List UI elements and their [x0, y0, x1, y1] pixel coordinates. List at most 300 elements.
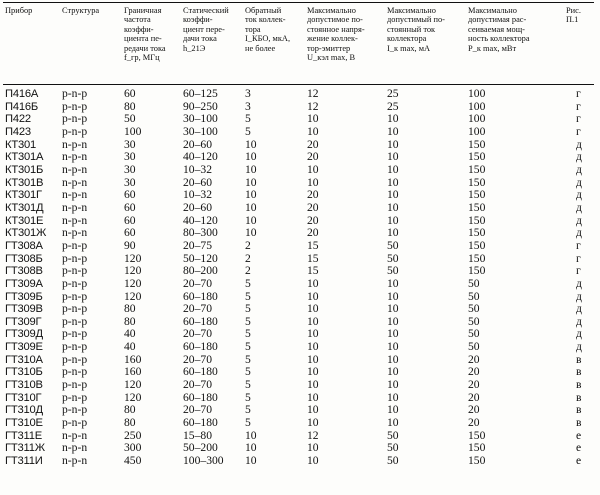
cell-pc: 150: [468, 213, 486, 227]
cell-structure: n-p-n: [62, 226, 88, 240]
cell-device: КТ301Б: [5, 163, 44, 176]
cell-ikbo: 10: [245, 188, 257, 202]
cell-ikbo: 2: [245, 251, 251, 265]
cell-frequency: 30: [124, 162, 136, 176]
cell-ikbo: 10: [245, 213, 257, 227]
table-row: [0, 328, 600, 341]
cell-ikbo: 5: [245, 124, 251, 138]
cell-ikbo: 2: [245, 264, 251, 278]
cell-frequency: 30: [124, 175, 136, 189]
cell-gain: 10–32: [183, 188, 212, 202]
cell-structure: p-n-p: [62, 378, 88, 392]
cell-pc: 150: [468, 150, 486, 164]
cell-device: ГТ310Е: [5, 417, 43, 430]
cell-ic: 10: [387, 137, 399, 151]
table-row: [0, 366, 600, 379]
table-row: [0, 265, 600, 278]
cell-pc: 50: [468, 340, 480, 354]
cell-figure: д: [576, 314, 582, 328]
cell-device: ГТ311И: [5, 455, 43, 468]
cell-device: ГТ308В: [5, 265, 43, 278]
cell-ikbo: 10: [245, 137, 257, 151]
cell-pc: 150: [468, 251, 486, 265]
header-device: Прибор: [5, 6, 33, 15]
cell-figure: е: [576, 428, 582, 442]
table-row: [0, 126, 600, 139]
cell-device: ГТ310В: [5, 379, 43, 392]
cell-ikbo: 5: [245, 365, 251, 379]
cell-pc: 50: [468, 314, 480, 328]
cell-ikbo: 2: [245, 238, 251, 252]
cell-gain: 40–120: [183, 150, 218, 164]
cell-pc: 100: [468, 99, 486, 113]
table-row: [0, 101, 600, 114]
cell-structure: n-p-n: [62, 162, 88, 176]
cell-frequency: 120: [124, 276, 142, 290]
cell-structure: n-p-n: [62, 213, 88, 227]
cell-ic: 10: [387, 416, 399, 430]
cell-device: КТ301Г: [5, 189, 42, 202]
cell-structure: n-p-n: [62, 175, 88, 189]
cell-figure: д: [576, 302, 582, 316]
cell-uce: 15: [307, 238, 319, 252]
cell-structure: p-n-p: [62, 99, 88, 113]
table-row: [0, 303, 600, 316]
cell-ic: 10: [387, 365, 399, 379]
cell-device: КТ301Ж: [5, 227, 47, 240]
cell-ic: 50: [387, 264, 399, 278]
table-row: [0, 442, 600, 455]
table-row: [0, 189, 600, 202]
cell-device: П422: [5, 113, 31, 126]
cell-uce: 10: [307, 276, 319, 290]
cell-ikbo: 5: [245, 112, 251, 126]
table-row: [0, 379, 600, 392]
cell-structure: n-p-n: [62, 200, 88, 214]
cell-uce: 10: [307, 403, 319, 417]
cell-structure: p-n-p: [62, 302, 88, 316]
cell-frequency: 160: [124, 365, 142, 379]
cell-figure: д: [576, 188, 582, 202]
cell-frequency: 120: [124, 264, 142, 278]
cell-figure: д: [576, 200, 582, 214]
cell-uce: 10: [307, 365, 319, 379]
cell-ic: 10: [387, 289, 399, 303]
cell-gain: 60–180: [183, 289, 218, 303]
cell-ikbo: 5: [245, 314, 251, 328]
cell-structure: p-n-p: [62, 124, 88, 138]
table-row: [0, 392, 600, 405]
cell-pc: 20: [468, 416, 480, 430]
table-row: [0, 164, 600, 177]
cell-ic: 10: [387, 302, 399, 316]
cell-gain: 20–70: [183, 327, 212, 341]
cell-gain: 60–180: [183, 340, 218, 354]
cell-figure: д: [576, 327, 582, 341]
cell-uce: 10: [307, 352, 319, 366]
cell-frequency: 30: [124, 137, 136, 151]
table-row: [0, 240, 600, 253]
cell-device: ГТ309Е: [5, 341, 43, 354]
cell-ic: 50: [387, 441, 399, 455]
cell-frequency: 80: [124, 302, 136, 316]
cell-structure: p-n-p: [62, 251, 88, 265]
cell-gain: 20–60: [183, 175, 212, 189]
cell-ikbo: 5: [245, 327, 251, 341]
cell-uce: 20: [307, 226, 319, 240]
cell-figure: в: [576, 352, 582, 366]
cell-ic: 10: [387, 213, 399, 227]
cell-uce: 10: [307, 124, 319, 138]
cell-pc: 50: [468, 302, 480, 316]
cell-structure: n-p-n: [62, 428, 88, 442]
cell-figure: д: [576, 137, 582, 151]
cell-device: П416Б: [5, 100, 39, 113]
cell-uce: 10: [307, 162, 319, 176]
cell-frequency: 60: [124, 188, 136, 202]
cell-frequency: 80: [124, 416, 136, 430]
cell-ikbo: 10: [245, 441, 257, 455]
cell-figure: г: [576, 99, 581, 113]
cell-pc: 100: [468, 124, 486, 138]
cell-uce: 10: [307, 340, 319, 354]
table-row: [0, 113, 600, 126]
cell-device: ГТ308Б: [5, 252, 43, 265]
cell-figure: д: [576, 276, 582, 290]
cell-device: КТ301В: [5, 176, 44, 189]
cell-frequency: 80: [124, 314, 136, 328]
cell-gain: 80–200: [183, 264, 218, 278]
cell-ikbo: 3: [245, 87, 251, 100]
cell-ikbo: 10: [245, 428, 257, 442]
cell-figure: д: [576, 162, 582, 176]
cell-gain: 90–250: [183, 99, 218, 113]
cell-gain: 60–125: [183, 87, 218, 100]
table-header-rule: [3, 84, 594, 85]
cell-figure: д: [576, 213, 582, 227]
cell-device: ГТ309Г: [5, 315, 42, 328]
cell-frequency: 120: [124, 378, 142, 392]
cell-frequency: 100: [124, 124, 142, 138]
cell-ic: 10: [387, 124, 399, 138]
cell-frequency: 300: [124, 441, 142, 455]
cell-device: ГТ309В: [5, 303, 43, 316]
cell-uce: 20: [307, 188, 319, 202]
cell-ic: 50: [387, 454, 399, 468]
cell-frequency: 160: [124, 352, 142, 366]
cell-gain: 100–300: [183, 454, 224, 468]
cell-pc: 150: [468, 162, 486, 176]
header-structure: Структура: [62, 6, 100, 15]
cell-figure: д: [576, 289, 582, 303]
cell-ic: 25: [387, 99, 399, 113]
cell-pc: 150: [468, 175, 486, 189]
cell-uce: 20: [307, 213, 319, 227]
cell-ikbo: 5: [245, 390, 251, 404]
cell-pc: 20: [468, 378, 480, 392]
cell-gain: 20–60: [183, 137, 212, 151]
cell-ic: 10: [387, 226, 399, 240]
cell-ic: 10: [387, 403, 399, 417]
cell-uce: 15: [307, 251, 319, 265]
cell-ic: 25: [387, 87, 399, 100]
cell-figure: е: [576, 454, 582, 468]
cell-pc: 150: [468, 454, 486, 468]
cell-gain: 60–180: [183, 314, 218, 328]
cell-structure: n-p-n: [62, 441, 88, 455]
cell-structure: p-n-p: [62, 352, 88, 366]
cell-figure: д: [576, 226, 582, 240]
cell-ic: 10: [387, 112, 399, 126]
cell-pc: 50: [468, 327, 480, 341]
cell-ikbo: 5: [245, 416, 251, 430]
cell-ic: 10: [387, 175, 399, 189]
cell-structure: p-n-p: [62, 87, 88, 100]
cell-gain: 80–300: [183, 226, 218, 240]
table-row: [0, 341, 600, 354]
cell-frequency: 120: [124, 251, 142, 265]
cell-device: КТ301А: [5, 151, 44, 164]
cell-frequency: 30: [124, 150, 136, 164]
cell-gain: 50–200: [183, 441, 218, 455]
cell-uce: 10: [307, 289, 319, 303]
cell-ikbo: 10: [245, 162, 257, 176]
cell-structure: p-n-p: [62, 289, 88, 303]
cell-frequency: 120: [124, 390, 142, 404]
cell-frequency: 60: [124, 200, 136, 214]
cell-structure: p-n-p: [62, 112, 88, 126]
cell-gain: 10–32: [183, 162, 212, 176]
cell-structure: p-n-p: [62, 403, 88, 417]
table-row: [0, 417, 600, 430]
cell-frequency: 50: [124, 112, 136, 126]
table-row: [0, 430, 600, 443]
cell-figure: в: [576, 378, 582, 392]
cell-structure: n-p-n: [62, 150, 88, 164]
table-row: [0, 316, 600, 329]
cell-uce: 20: [307, 137, 319, 151]
cell-frequency: 60: [124, 226, 136, 240]
cell-figure: г: [576, 112, 581, 126]
header-gain: Статический коэффи- циент пере- дачи тока h_21Э: [183, 6, 229, 53]
cell-pc: 150: [468, 264, 486, 278]
cell-structure: p-n-p: [62, 390, 88, 404]
cell-device: ГТ311Ж: [5, 442, 45, 455]
cell-ic: 10: [387, 150, 399, 164]
cell-uce: 12: [307, 87, 319, 100]
cell-ikbo: 5: [245, 352, 251, 366]
cell-frequency: 40: [124, 327, 136, 341]
cell-uce: 10: [307, 441, 319, 455]
cell-frequency: 60: [124, 87, 136, 100]
cell-figure: в: [576, 365, 582, 379]
cell-pc: 150: [468, 200, 486, 214]
cell-uce: 15: [307, 264, 319, 278]
table-row: [0, 215, 600, 228]
cell-figure: в: [576, 416, 582, 430]
table-top-rule: [3, 2, 594, 3]
cell-uce: 12: [307, 428, 319, 442]
cell-uce: 20: [307, 150, 319, 164]
cell-device: П423: [5, 125, 31, 138]
table-row: [0, 455, 600, 468]
table-row: [0, 88, 600, 101]
cell-ic: 10: [387, 188, 399, 202]
cell-pc: 50: [468, 289, 480, 303]
header-pc: Максимально допустимая рас- сеиваемая мощ- ность коллектора P_к max, мВт: [468, 6, 530, 53]
cell-device: ГТ310А: [5, 353, 43, 366]
cell-frequency: 40: [124, 340, 136, 354]
cell-pc: 50: [468, 276, 480, 290]
cell-ikbo: 5: [245, 302, 251, 316]
header-ic: Максимально допустимый по- стоянный ток коллектора I_к max, мА: [387, 6, 445, 53]
header-figure: Рис. П.1: [566, 6, 581, 25]
cell-ikbo: 10: [245, 226, 257, 240]
cell-frequency: 450: [124, 454, 142, 468]
cell-frequency: 80: [124, 99, 136, 113]
cell-structure: n-p-n: [62, 454, 88, 468]
cell-ic: 50: [387, 238, 399, 252]
cell-ikbo: 3: [245, 99, 251, 113]
cell-gain: 20–70: [183, 276, 212, 290]
cell-ikbo: 5: [245, 289, 251, 303]
cell-pc: 100: [468, 87, 486, 100]
table-row: [0, 151, 600, 164]
cell-ic: 50: [387, 251, 399, 265]
cell-device: ГТ310Г: [5, 391, 42, 404]
cell-pc: 20: [468, 403, 480, 417]
table-row: [0, 291, 600, 304]
header-uce: Максимально допустимое по- стоянное напря- жение коллек- тор-эмиттер U_кэл max, В: [307, 6, 365, 63]
cell-gain: 60–180: [183, 416, 218, 430]
cell-gain: 20–70: [183, 352, 212, 366]
cell-structure: p-n-p: [62, 365, 88, 379]
cell-figure: г: [576, 87, 581, 100]
cell-frequency: 250: [124, 428, 142, 442]
cell-gain: 60–180: [183, 365, 218, 379]
cell-structure: p-n-p: [62, 238, 88, 252]
cell-structure: n-p-n: [62, 188, 88, 202]
cell-figure: в: [576, 390, 582, 404]
cell-ic: 10: [387, 352, 399, 366]
cell-frequency: 80: [124, 403, 136, 417]
cell-device: ГТ309А: [5, 277, 43, 290]
cell-device: ГТ311Е: [5, 429, 42, 442]
cell-pc: 100: [468, 112, 486, 126]
cell-structure: n-p-n: [62, 137, 88, 151]
cell-pc: 150: [468, 428, 486, 442]
cell-ic: 10: [387, 390, 399, 404]
cell-ic: 10: [387, 327, 399, 341]
cell-figure: е: [576, 441, 582, 455]
cell-uce: 10: [307, 454, 319, 468]
cell-uce: 12: [307, 99, 319, 113]
cell-device: ГТ310Д: [5, 404, 43, 417]
cell-figure: г: [576, 251, 581, 265]
cell-device: КТ301: [5, 138, 37, 151]
table-row: [0, 139, 600, 152]
cell-figure: д: [576, 175, 582, 189]
table-row: [0, 404, 600, 417]
cell-uce: 10: [307, 327, 319, 341]
cell-device: ГТ310Б: [5, 366, 43, 379]
table-body: [0, 88, 600, 468]
cell-uce: 20: [307, 200, 319, 214]
cell-figure: г: [576, 124, 581, 138]
cell-gain: 20–70: [183, 403, 212, 417]
cell-ikbo: 10: [245, 200, 257, 214]
cell-gain: 20–70: [183, 302, 212, 316]
cell-uce: 10: [307, 175, 319, 189]
cell-uce: 10: [307, 378, 319, 392]
cell-gain: 30–100: [183, 112, 218, 126]
cell-ikbo: 10: [245, 175, 257, 189]
table-row: [0, 202, 600, 215]
cell-gain: 20–60: [183, 200, 212, 214]
cell-ic: 10: [387, 276, 399, 290]
cell-figure: г: [576, 264, 581, 278]
cell-structure: p-n-p: [62, 416, 88, 430]
cell-ikbo: 5: [245, 378, 251, 392]
cell-frequency: 90: [124, 238, 136, 252]
cell-frequency: 60: [124, 213, 136, 227]
cell-frequency: 120: [124, 289, 142, 303]
cell-pc: 20: [468, 365, 480, 379]
cell-ikbo: 10: [245, 454, 257, 468]
cell-uce: 10: [307, 390, 319, 404]
cell-ikbo: 5: [245, 403, 251, 417]
cell-uce: 10: [307, 302, 319, 316]
cell-ikbo: 5: [245, 340, 251, 354]
cell-device: ГТ308А: [5, 239, 43, 252]
table-row: [0, 354, 600, 367]
cell-gain: 40–120: [183, 213, 218, 227]
cell-uce: 10: [307, 314, 319, 328]
header-frequency: Граничная частота коэффи- циента пе- редачи тока f_гр, МГц: [124, 6, 166, 63]
cell-figure: в: [576, 403, 582, 417]
cell-device: П416А: [5, 88, 39, 100]
table-row: [0, 177, 600, 190]
cell-device: КТ301Е: [5, 214, 44, 227]
cell-gain: 20–70: [183, 378, 212, 392]
cell-pc: 150: [468, 137, 486, 151]
cell-structure: p-n-p: [62, 327, 88, 341]
cell-device: ГТ309Б: [5, 290, 43, 303]
cell-pc: 150: [468, 188, 486, 202]
cell-ic: 10: [387, 200, 399, 214]
cell-gain: 20–75: [183, 238, 212, 252]
cell-uce: 10: [307, 416, 319, 430]
cell-structure: p-n-p: [62, 276, 88, 290]
cell-ic: 10: [387, 314, 399, 328]
table-row: [0, 253, 600, 266]
cell-structure: p-n-p: [62, 264, 88, 278]
cell-uce: 10: [307, 112, 319, 126]
cell-gain: 30–100: [183, 124, 218, 138]
cell-ic: 50: [387, 428, 399, 442]
cell-figure: д: [576, 150, 582, 164]
cell-pc: 150: [468, 441, 486, 455]
cell-device: КТ301Д: [5, 201, 44, 214]
cell-pc: 150: [468, 226, 486, 240]
cell-structure: p-n-p: [62, 314, 88, 328]
cell-ikbo: 10: [245, 150, 257, 164]
header-ikbo: Обратный ток коллек- тора I_КБО, мкА, не более: [245, 6, 291, 53]
table-row: [0, 278, 600, 291]
cell-pc: 150: [468, 238, 486, 252]
cell-gain: 15–80: [183, 428, 212, 442]
cell-ic: 10: [387, 340, 399, 354]
